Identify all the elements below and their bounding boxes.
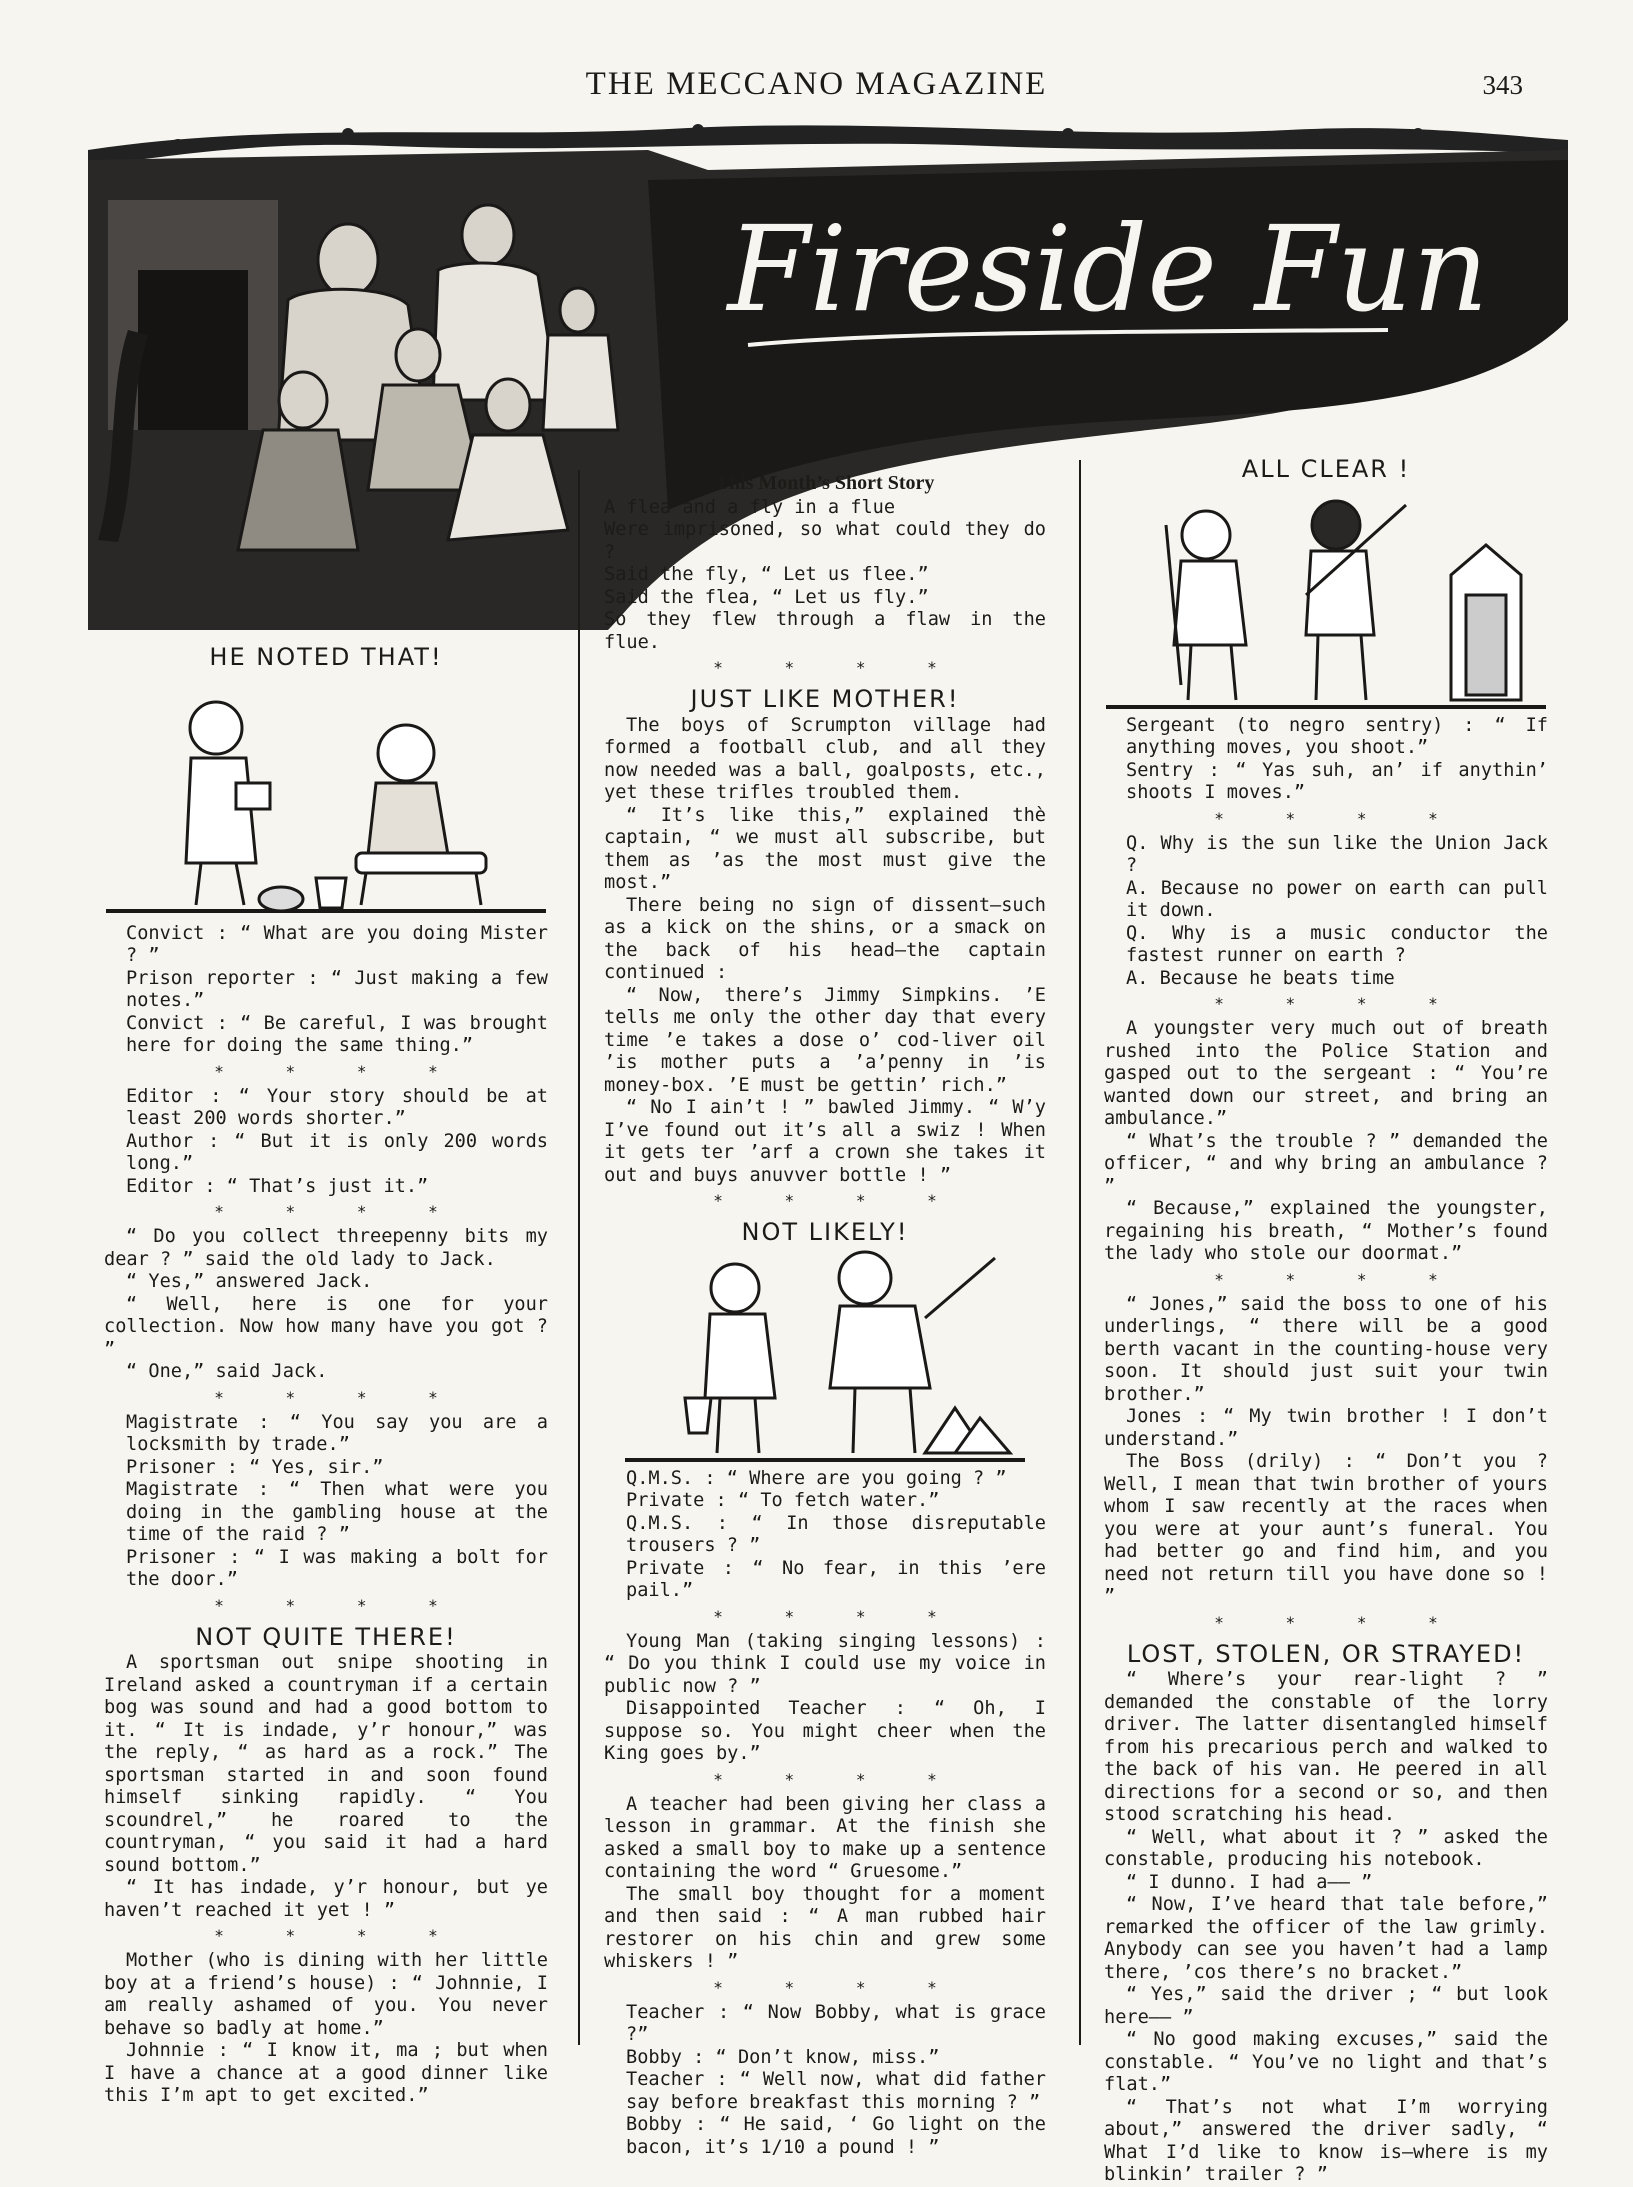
likely-line-3: Q.M.S. : “ In those disreputable trousers ? ” — [626, 1512, 1046, 1556]
story-line-2: Were imprisoned, so what could they do ? — [604, 519, 1046, 563]
heading-not-quite-there: NOT QUITE THERE! — [195, 1622, 457, 1651]
lost-line-5: “ Yes,” said the driver ; “ but look here—— ” — [1104, 1984, 1548, 2028]
police-line-2: “ What’s the trouble ? ” demanded the officer, “ and why bring an ambulance ? ” — [1104, 1130, 1548, 1197]
convict-reporter-illustration — [106, 673, 546, 923]
lost-line-7: “ That’s not what I’m worrying about,” answered the driver sadly, “ What I’d like to know is—where is my blinkin’ trailer ? ” — [1104, 2096, 1548, 2185]
sun-line-2: A. Because no power on earth can pull it down. — [1126, 877, 1548, 921]
singing-line-1: Young Man (taking singing lessons) : “ Do you think I could use my voice in public now ? ” — [604, 1630, 1046, 1697]
soldiers-pail-illustration — [625, 1248, 1025, 1468]
sun-line-1: Q. Why is the sun like the Union Jack ? — [1126, 832, 1548, 876]
heading-just-like-mother: JUST LIKE MOTHER! — [690, 685, 960, 713]
running-head — [0, 66, 1633, 106]
clear-line-2: Sentry : “ Yas suh, an’ if anythin’ shoots I moves.” — [1126, 759, 1548, 803]
football-line-2: “ It’s like this,” explained thè captain, “ we must all subscribe, but them as ’as the most must give the most.” — [604, 804, 1046, 893]
jones-line-2: Jones : “ My twin brother ! I don’t understand.” — [1104, 1406, 1548, 1450]
football-line-4: “ Now, there’s Jimmy Simpkins. ’E tells me only the other day that every time ’e takes a dose o’ cod-liver oil ’is mother puts a ’a’penny in ’is money-box. ’E must be gettin’ rich.” — [604, 984, 1046, 1096]
section-stars: * * * * — [713, 1606, 963, 1626]
story-line-3: Said the fly, “ Let us flee.” — [604, 564, 929, 585]
editor-line-2: Author : “ But it is only 200 words long.” — [126, 1130, 548, 1174]
grammar-line-2: The small boy thought for a moment and then said : “ A man rubbed hair restorer on his chin and grew some whiskers ! ” — [604, 1883, 1046, 1972]
banner-title: Fireside Fun — [727, 200, 1489, 338]
column-2 — [604, 472, 1046, 2159]
column-3 — [1104, 452, 1548, 2187]
magistrate-line-3: Magistrate : “ Then what were you doing in the gambling house at the time of the raid ? ” — [126, 1479, 548, 1545]
likely-line-2: Private : “ To fetch water.” — [626, 1490, 940, 1511]
heading-not-likely: NOT LIKELY! — [741, 1218, 909, 1246]
section-stars: * * * * — [214, 1061, 464, 1081]
grace-line-2: Bobby : “ Don’t know, miss.” — [626, 2046, 940, 2068]
section-stars: * * * * — [713, 1769, 963, 1789]
threepenny-line-2: “ Yes,” answered Jack. — [126, 1271, 373, 1292]
jones-line-1: “ Jones,” said the boss to one of his underlings, “ there will be a good berth vacant in the counting-house very soon. It should just suit your twin brother.” — [1104, 1293, 1548, 1405]
magistrate-line-2: Prisoner : “ Yes, sir.” — [126, 1456, 384, 1478]
lost-line-4: “ Now, I’ve heard that tale before,” remarked the officer of the law grimly. Anybody can see you haven’t had a lamp there, ’cos there’s no bracket.” — [1104, 1894, 1548, 1983]
grace-line-1: Teacher : “ Now Bobby, what is grace ?” — [626, 2001, 1046, 2045]
magazine-title: THE MECCANO MAGAZINE — [585, 66, 1048, 102]
page-number: 343 — [1482, 70, 1523, 100]
mother-line-1: Mother (who is dining with her little boy at a friend’s house) : “ Johnnie, I am really ashamed of you. You never behave so badly at home.” — [104, 1950, 548, 2039]
column-rule-right — [1079, 460, 1081, 2045]
noted-line-1: Convict : “ What are you doing Mister ? ” — [126, 922, 548, 966]
editor-line-1: Editor : “ Your story should be at least 200 words shorter.” — [126, 1085, 548, 1129]
threepenny-line-1: “ Do you collect threepenny bits my dear ? ” said the old lady to Jack. — [104, 1226, 548, 1270]
police-line-3: “ Because,” explained the youngster, regaining his breath, “ Mother’s found the lady who stole our doormat.” — [1104, 1198, 1548, 1264]
heading-lost-stolen-strayed: LOST, STOLEN, OR STRAYED! — [1126, 1639, 1526, 1668]
clear-line-1: Sergeant (to negro sentry) : “ If anything moves, you shoot.” — [1126, 714, 1548, 758]
lost-line-1: “ Where’s your rear-light ? ” demanded the constable of the lorry driver. The latter disentangled himself from his precarious perch and walked to the back of his van. He peered in all directions for a second or so, and then stood scratching his head. — [1104, 1669, 1548, 1825]
mother-line-2: Johnnie : “ I know it, ma ; but when I have a chance at a good dinner like this I’m apt to get excited.” — [104, 2040, 548, 2106]
singing-line-2: Disappointed Teacher : “ Oh, I suppose so. You might cheer when the King goes by.” — [604, 1698, 1046, 1764]
lost-line-6: “ No good making excuses,” said the constable. “ You’ve no light and that’s flat.” — [1104, 2029, 1548, 2095]
lost-line-2: “ Well, what about it ? ” asked the constable, producing his notebook. — [1104, 1826, 1548, 1870]
section-stars: * * * * — [214, 1926, 464, 1945]
heading-short-story: This Month’s Short Story — [715, 472, 935, 494]
section-stars: * * * * — [1214, 994, 1464, 1013]
magistrate-line-1: Magistrate : “ You say you are a locksmith by trade.” — [126, 1411, 548, 1455]
noted-line-3: Convict : “ Be careful, I was brought here for doing the same thing.” — [126, 1012, 548, 1056]
magistrate-line-4: Prisoner : “ I was making a bolt for the door.” — [126, 1546, 548, 1590]
football-line-5: “ No I ain’t ! ” bawled Jimmy. “ W’y I’ve found out it’s all a swiz ! When it gets ter ’arf a crown she takes it out and buys anuvver bottle ! ” — [604, 1097, 1046, 1186]
section-stars: * * * * — [214, 1595, 464, 1615]
section-stars: * * * * — [713, 658, 963, 677]
quite-line-2: “ It has indade, y’r honour, but ye haven’t reached it yet ! ” — [104, 1877, 548, 1921]
heading-he-noted-that: HE NOTED THAT! — [209, 643, 443, 671]
section-stars: * * * * — [1214, 1612, 1464, 1632]
quite-line-1: A sportsman out snipe shooting in Ireland asked a countryman if a certain bog was sound and had a good bottom to it. “ It is indade, y’r honour,” was the reply, “ as hard as a rock.” The sportsman started in and soon found himself sinking rapidly. “ You scoundrel,” he roared to the countryman, “ you said it had a hard sound bottom.” — [104, 1652, 548, 1876]
noted-line-2: Prison reporter : “ Just making a few notes.” — [126, 967, 548, 1011]
grace-line-3: Teacher : “ Well now, what did father say before breakfast this morning ? ” — [626, 2069, 1046, 2113]
story-line-4: Said the flea, “ Let us fly.” — [604, 586, 929, 608]
grammar-line-1: A teacher had been giving her class a lesson in grammar. At the finish she asked a small boy to make up a sentence containing the word “ Gruesome.” — [604, 1793, 1046, 1882]
threepenny-line-4: “ One,” said Jack. — [126, 1361, 328, 1382]
police-line-1: A youngster very much out of breath rushed into the Police Station and gasped out to the sergeant : “ You’re wanted down our street, and bring an ambulance.” — [1104, 1018, 1548, 1129]
section-stars: * * * * — [713, 1977, 963, 1997]
section-stars: * * * * — [713, 1191, 963, 1210]
heading-all-clear: ALL CLEAR ! — [1241, 455, 1411, 483]
likely-line-1: Q.M.S. : “ Where are you going ? ” — [626, 1467, 1007, 1489]
lost-line-3: “ I dunno. I had a—— ” — [1126, 1871, 1373, 1893]
grace-line-4: Bobby : “ He said, ‘ Go light on the bacon, it’s 1/10 a pound ! ” — [626, 2114, 1046, 2158]
threepenny-line-3: “ Well, here is one for your collection. Now how many have you got ? ” — [104, 1293, 548, 1360]
column-1 — [104, 640, 548, 2108]
section-stars: * * * * — [214, 1202, 464, 1221]
editor-line-3: Editor : “ That’s just it.” — [126, 1175, 429, 1197]
football-line-3: There being no sign of dissent—such as a kick on the shins, or a smack on the back of his head—the captain continued : — [604, 894, 1046, 983]
section-stars: * * * * — [214, 1387, 464, 1407]
story-line-1: A flea and a fly in a flue — [604, 496, 896, 518]
column-rule-left — [578, 470, 580, 2045]
section-stars: * * * * — [1214, 808, 1464, 828]
sun-line-3: Q. Why is a music conductor the fastest runner on earth ? — [1126, 922, 1548, 966]
sun-line-4: A. Because he beats time — [1126, 967, 1395, 989]
story-line-5: So they flew through a flaw in the flue. — [604, 609, 1046, 653]
jones-line-3: The Boss (drily) : “ Don’t you ? Well, I mean that twin brother of yours whom I saw recently at the races when you were at your aunt’s funeral. You had better go and find him, and you need not return till you have done so ! ” — [1104, 1451, 1548, 1607]
football-line-1: The boys of Scrumpton village had formed a football club, and all they now needed was a ball, goalposts, etc., yet these trifles troubled them. — [604, 714, 1046, 803]
section-stars: * * * * — [1214, 1269, 1464, 1289]
likely-line-4: Private : “ No fear, in this ’ere pail.” — [626, 1557, 1046, 1601]
sentry-illustration — [1106, 485, 1546, 715]
